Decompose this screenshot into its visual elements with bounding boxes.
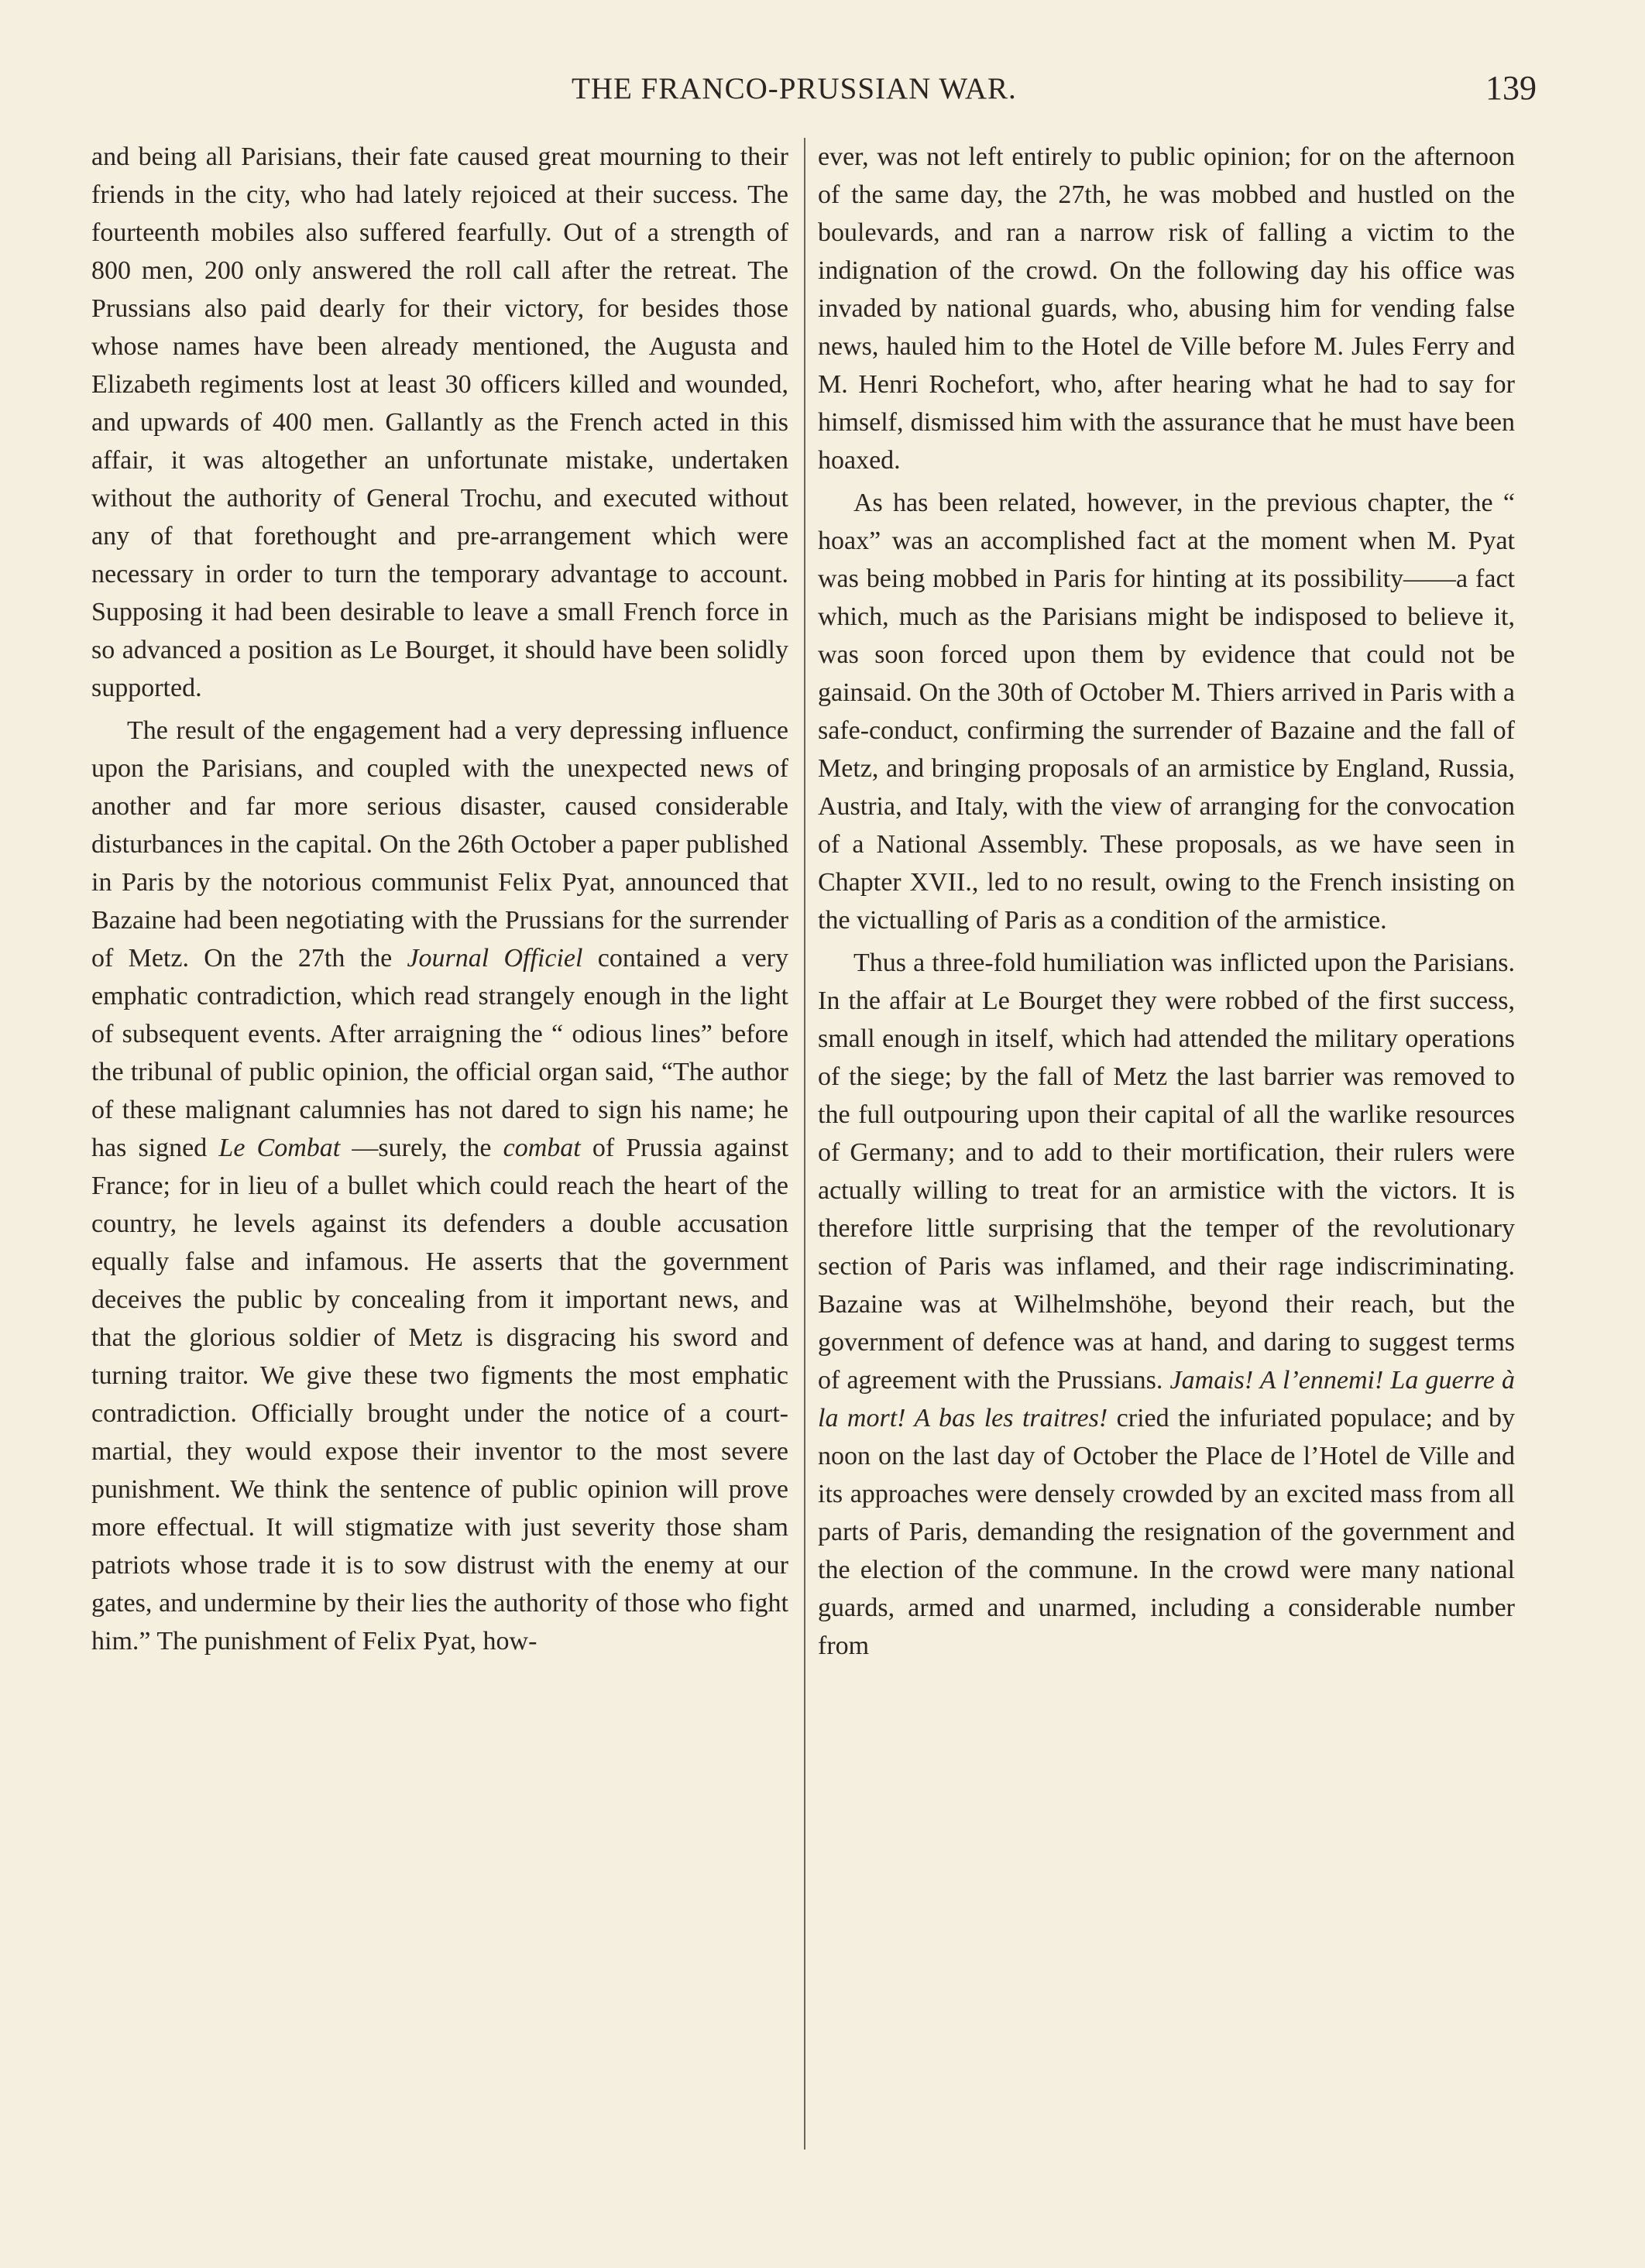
left-column bbox=[91, 138, 788, 1660]
text-run: of Prussia against France; for in lieu of a bullet which could reach the heart of the country, he levels against its defenders a double accusation equally false and infamous. He asserts that the government deceives the public by concealing from it important news, and that the glorious soldier of Metz is disgracing his sword and turning traitor. We give these two figments the most emphatic contradiction. Officially brought under the notice of a court-martial, they would expose their inventor to the most severe punishment. We think the sentence of public opinion will prove more effectual. It will stigmatize with just severity those sham patriots whose trade it is to sow distrust with the enemy at our gates, and undermine by their lies the authority of those who fight him.” The punishment of Felix Pyat, how- bbox=[91, 1134, 789, 1656]
italic-title: Le Combat bbox=[218, 1134, 341, 1162]
italic-word: combat bbox=[503, 1134, 581, 1162]
text-run: Thus a three-fold humiliation was inflicted upon the Parisians. In the affair at Le Bourget they were robbed of the first success, small enough in itself, which had attended the military operations of the siege; by the fall of Metz the last barrier was removed to the full outpouring upon their capital of all the warlike resources of Germany; and to add to their mortification, their rulers were actually willing to treat for an armistice with the victors. It is therefore little surprising that the temper of the revolutionary section of Paris was inflamed, and their rage indiscriminating. Bazaine was at Wilhelmshöhe, beyond their reach, but the government of defence was at hand, and daring to suggest terms of agreement with the Prussians. bbox=[818, 949, 1515, 1395]
paragraph: ever, was not left entirely to public opinion; for on the afternoon of the same day, the 27th, he was mobbed and hustled on the boulevards, and ran a narrow risk of falling a victim to the indignation of the crowd. On the following day his office was invaded by national guards, who, abusing him for vending false news, hauled him to the Hotel de Ville before M. Jules Ferry and M. Henri Rochefort, who, after hearing what he had to say for himself, dismissed him with the assurance that he must have been hoaxed. bbox=[818, 142, 1515, 475]
text-run: —surely, the bbox=[352, 1134, 492, 1162]
paragraph bbox=[91, 712, 788, 1660]
text-run: contained a very emphatic contradiction, which read strangely enough in the light of subsequent events. After arraigning the “ odious lines” before the tribunal of public opinion, the official organ said, “The author of these malignant calumnies has not dared to sign his name; he has signed bbox=[91, 944, 788, 1162]
running-head: THE FRANCO-PRUSSIAN WAR. bbox=[572, 72, 1017, 105]
page-number: 139 bbox=[1485, 69, 1537, 107]
paragraph: and being all Parisians, their fate caused great mourning to their friends in the city, who had lately rejoiced at their success. The fourteenth mobiles also suffered fearfully. Out of a strength of 800 men, 200 only answered the roll call after the retreat. The Prussians also paid dearly for their victory, for besides those whose names have been already mentioned, the Augusta and Elizabeth regiments lost at least 30 officers killed and wounded, and upwards of 400 men. Gallantly as the French acted in this affair, it was altogether an unfortunate mistake, undertaken without the authority of General Trochu, and executed without any of that forethought and pre-arrangement which were necessary in order to turn the temporary advantage to account. Supposing it had been desirable to leave a small French force in so advanced a position as Le Bourget, it should have been solidly supported. bbox=[91, 142, 788, 702]
italic-title: Journal Officiel bbox=[407, 944, 583, 973]
right-column bbox=[818, 138, 1515, 1665]
text-run: cried the infuriated populace; and by noon on the last day of October the Place de l’Hotel de Ville and its approaches were densely crowded by an excited mass from all parts of Paris, demanding the resignation of the government and the election of the commune. In the crowd were many national guards, armed and unarmed, including a considerable number from bbox=[818, 1404, 1515, 1660]
paragraph bbox=[818, 944, 1515, 1665]
text-run: The result of the engagement had a very depressing influence upon the Parisians, and coupled with the unexpected news of another and far more serious disaster, caused considerable disturbances in the capital. On the 26th October a paper published in Paris by the notorious communist Felix Pyat, announced that Bazaine had been negotiating with the Prussians for the surrender of Metz. On the 27th the bbox=[91, 716, 788, 973]
paragraph: As has been related, however, in the previous chapter, the “ hoax” was an accomplished fact at the moment when M. Pyat was being mobbed in Paris for hinting at its possibility——a fact which, much as the Parisians might be indisposed to believe it, was soon forced upon them by evidence that could not be gainsaid. On the 30th of October M. Thiers arrived in Paris with a safe-conduct, confirming the surrender of Bazaine and the fall of Metz, and bringing proposals of an armistice by England, Russia, Austria, and Italy, with the view of arranging for the convocation of a National Assembly. These proposals, as we have seen in Chapter XVII., led to no result, owing to the French insisting on the victualling of Paris as a condition of the armistice. bbox=[818, 489, 1515, 935]
italic-quote: Jamais! A l’ennemi! La guerre à la mort! A bas les traitres! bbox=[818, 1366, 1515, 1433]
column-divider bbox=[804, 138, 805, 2150]
